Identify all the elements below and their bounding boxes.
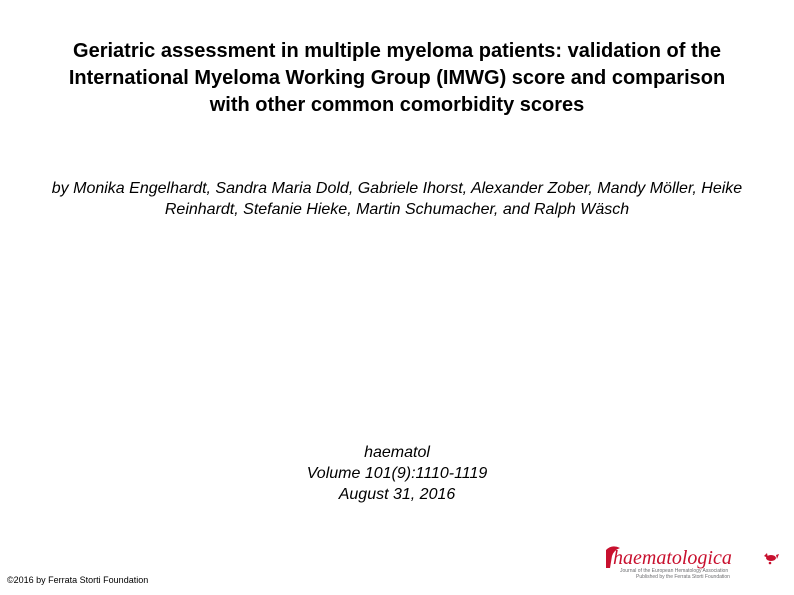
logo-tagline-1: Journal of the European Hematology Association xyxy=(620,568,729,574)
copyright-notice: ©2016 by Ferrata Storti Foundation xyxy=(7,575,149,585)
publication-date: August 31, 2016 xyxy=(338,486,456,503)
journal-name: haematol xyxy=(364,444,430,461)
slide-title: Geriatric assessment in multiple myeloma patients: validation of the International Myeloma Working Group (IMWG) score and comparison with other common comorbidity scores xyxy=(68,40,726,116)
haematologica-logo xyxy=(600,542,780,582)
citation-block xyxy=(200,442,594,505)
logo-wordmark: haematologica xyxy=(613,547,732,569)
logo-tagline-2: Published by the Ferrata Storti Foundation xyxy=(636,574,730,580)
journal-volume: Volume 101(9):1110-1119 xyxy=(306,465,488,482)
logo-emblem-icon xyxy=(764,553,779,564)
author-list: by Monika Engelhardt, Sandra Maria Dold, Gabriele Ihorst, Alexander Zober, Mandy Möller, Heike Reinhardt, Stefanie Hieke, Martin Schumacher, and Ralph Wäsch xyxy=(51,180,743,218)
